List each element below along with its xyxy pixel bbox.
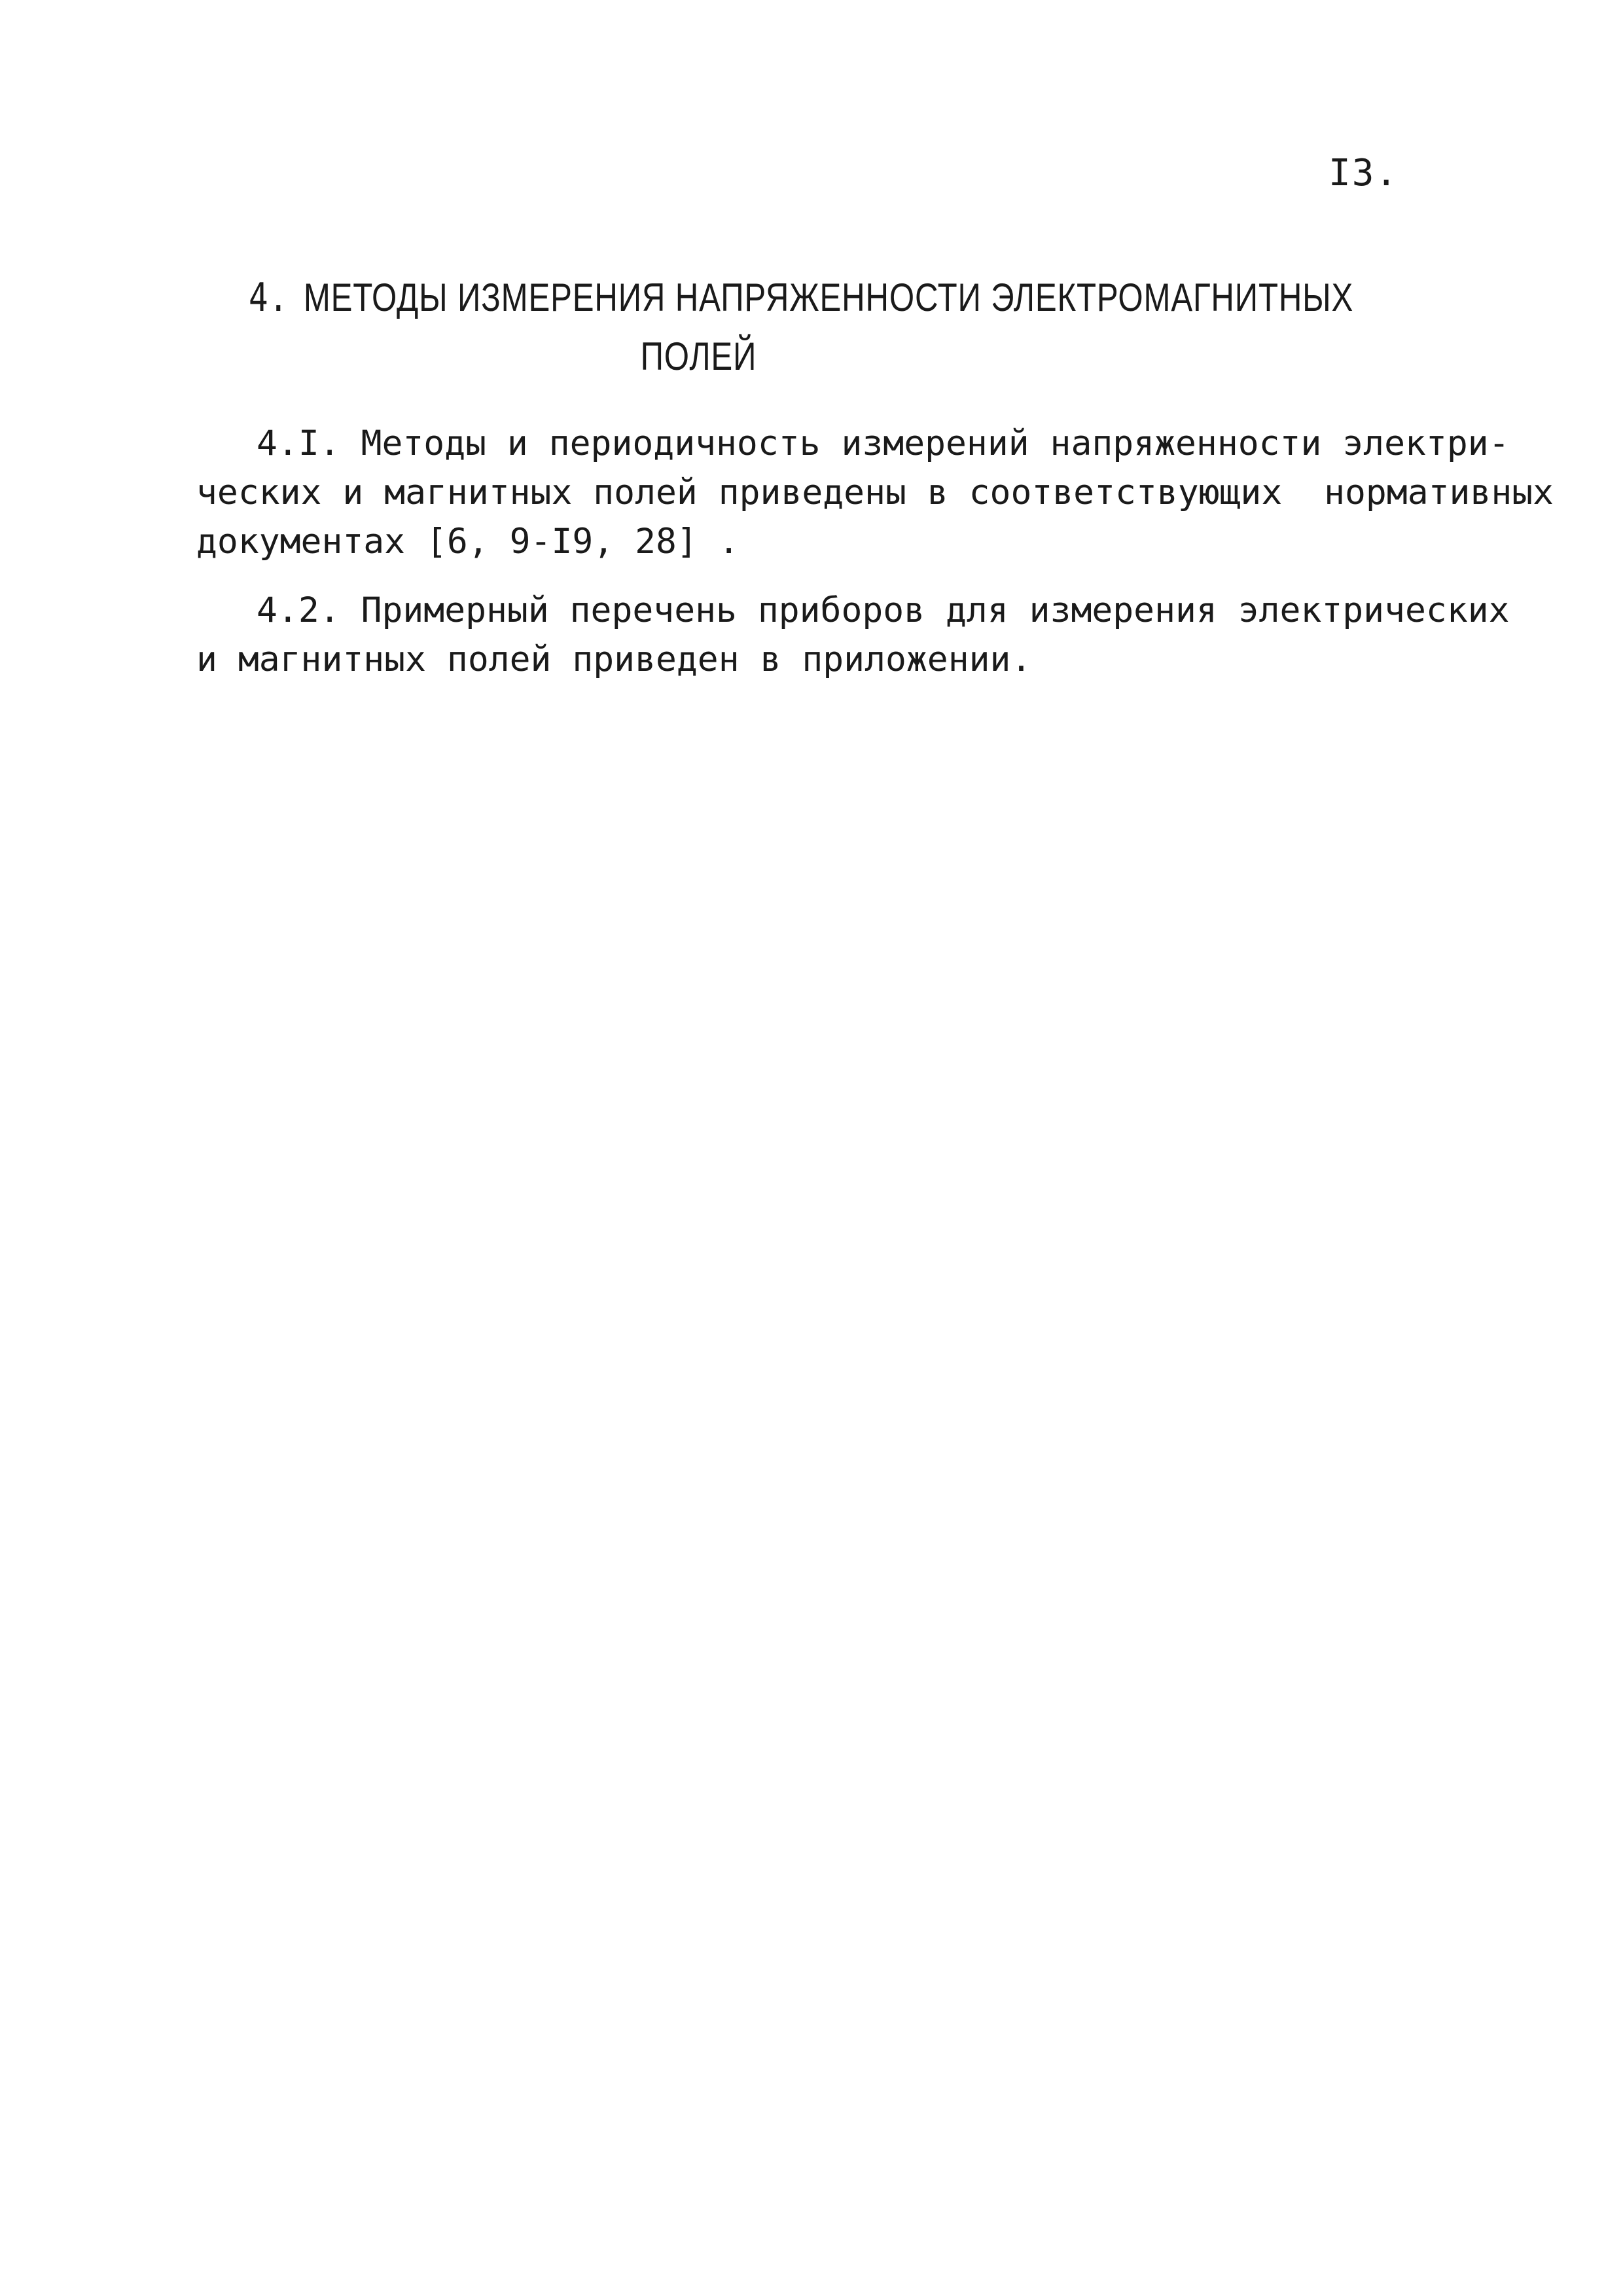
paragraph-number: 4.2. [257,590,340,630]
section-number: 4. [249,275,289,321]
page-number: I3. [1329,152,1399,194]
paragraph-line: и магнитных полей приведен в приложении. [196,639,1032,679]
section-title-line-1: МЕТОДЫ ИЗМЕРЕНИЯ НАПРЯЖЕННОСТИ ЭЛЕКТРОМАГНИТНЫХ [303,276,1354,319]
paragraph-line: документах [6, 9-I9, 28] . [196,522,740,562]
paragraph-line: Примерный перечень приборов для измерения электрических [361,590,1510,630]
section-title-line-2: ПОЛЕЙ [640,334,757,378]
paragraph-4-1 [196,419,1554,566]
paragraph-4-2 [196,586,1510,684]
section-heading [249,268,1354,386]
paragraph-line: Методы и периодичность измерений напряженности электри- [361,423,1510,463]
paragraph-line: ческих и магнитных полей приведены в соответствующих нормативных [196,473,1554,512]
paragraph-number: 4.I. [257,423,340,463]
